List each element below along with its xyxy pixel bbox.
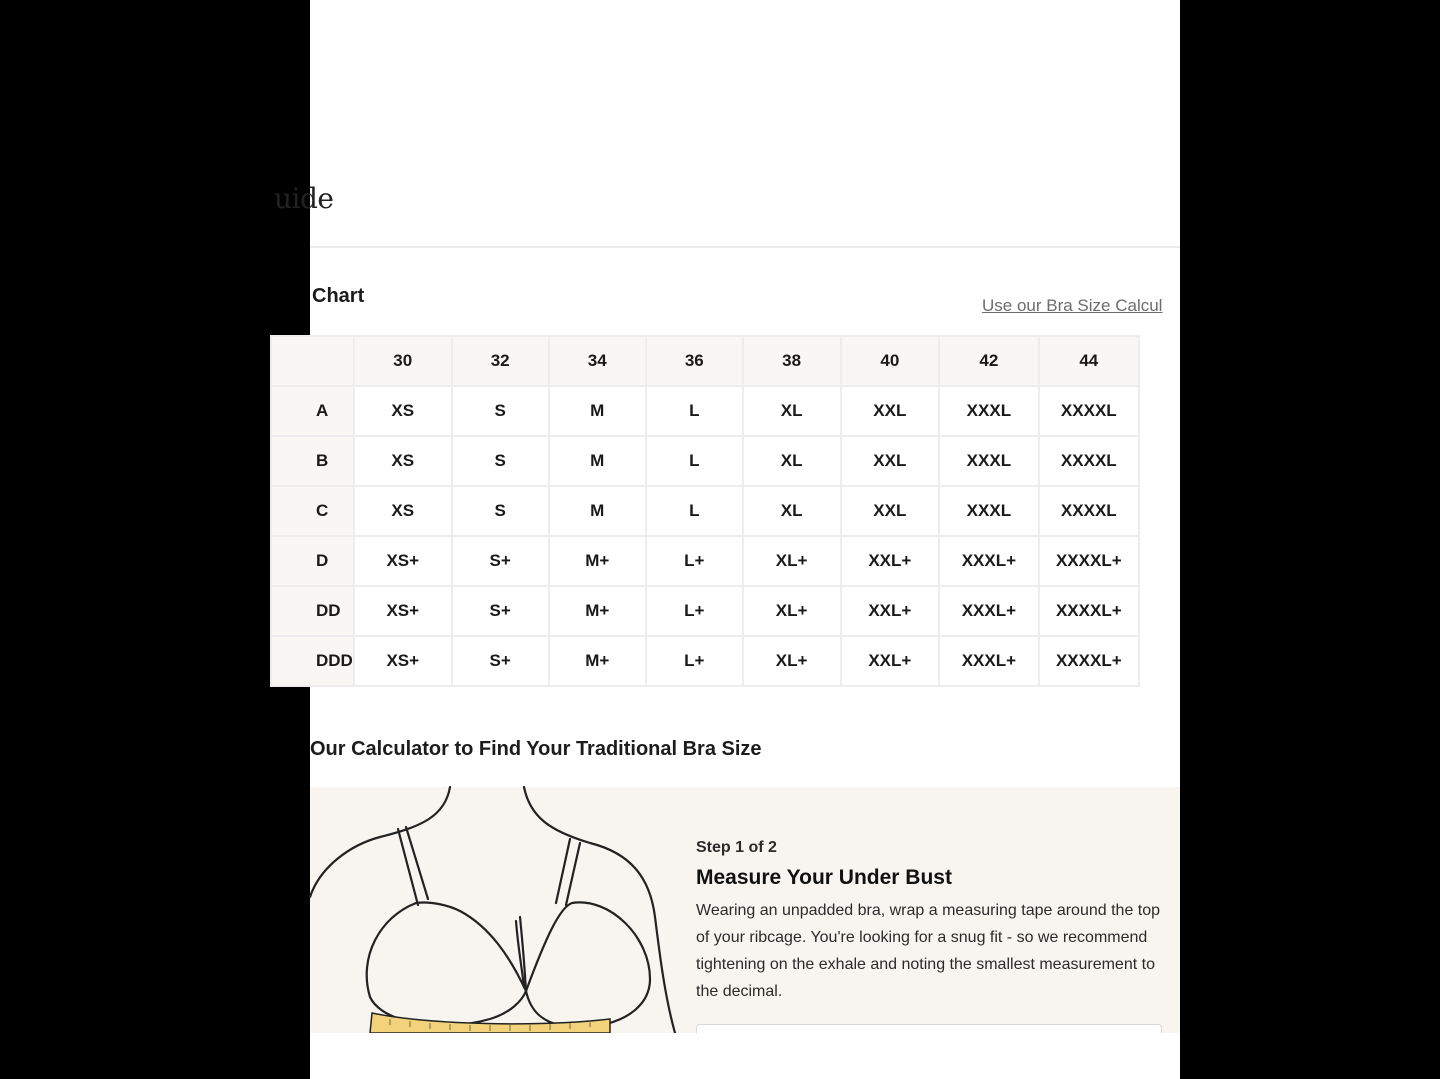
size-cell: XXXL+ [939,536,1038,586]
band-header: 32 [452,336,549,386]
size-cell: XXXL [939,486,1038,536]
size-cell: M+ [549,636,646,686]
size-cell: XXL+ [841,586,940,636]
size-cell: XXXXL+ [1039,586,1139,636]
size-cell: XXXL+ [939,586,1038,636]
size-cell: XXXXL+ [1039,636,1139,686]
size-cell: M [549,386,646,436]
size-cell: XXL+ [841,636,940,686]
title-divider [310,246,1180,248]
size-cell: XXXXL [1039,436,1139,486]
calculator-heading: Our Calculator to Find Your Traditional Bra Size [310,738,762,760]
band-header-row [271,336,1139,386]
size-cell: M [549,436,646,486]
size-cell: XXXL [939,386,1038,436]
step-indicator: Step 1 of 2 [696,839,777,856]
table-row [271,386,1139,436]
table-row [271,486,1139,536]
size-cell: L+ [646,586,743,636]
size-cell: S [452,486,549,536]
size-cell: XS [354,436,452,486]
size-cell: XL+ [743,536,841,586]
size-cell: XL [743,486,841,536]
band-header: 36 [646,336,743,386]
table-row [271,536,1139,586]
cup-size-label: C [271,486,354,536]
size-cell: XS+ [354,586,452,636]
size-cell: M [549,486,646,536]
page-title: uide [274,182,334,215]
size-cell: S+ [452,586,549,636]
table-row [271,636,1139,686]
size-cell: L [646,436,743,486]
size-chart-heading: Chart [312,285,365,307]
size-cell: XS [354,486,452,536]
calculator-panel [310,787,1180,1033]
size-cell: XS [354,386,452,436]
step-title: Measure Your Under Bust [696,866,952,889]
band-header: 30 [354,336,452,386]
table-corner-cell [271,336,354,386]
table-row [271,586,1139,636]
size-cell: XL [743,436,841,486]
size-cell: XXXXL [1039,486,1139,536]
cup-size-label: A [271,386,354,436]
band-header: 34 [549,336,646,386]
cup-size-label: B [271,436,354,486]
size-cell: XL [743,386,841,436]
band-header: 40 [841,336,940,386]
step-description: Wearing an unpadded bra, wrap a measuring tape around the top of your ribcage. You're looking for a snug fit - so we recommend tightening on the exhale and noting the smallest measurement to the decimal. [696,902,1161,1000]
size-cell: XL+ [743,636,841,686]
band-header: 44 [1039,336,1139,386]
cup-size-label: DD [271,586,354,636]
table-row [271,436,1139,486]
size-cell: XS+ [354,536,452,586]
page-bottom [310,1033,1180,1079]
size-cell: XS+ [354,636,452,686]
size-chart-table [270,335,1140,687]
size-cell: L [646,486,743,536]
size-cell: S+ [452,636,549,686]
bra-size-calculator-link[interactable]: Use our Bra Size Calcul [982,296,1163,315]
size-guide-page [274,0,1180,1079]
size-cell: XXL [841,436,940,486]
band-header: 38 [743,336,841,386]
size-cell: XL+ [743,586,841,636]
size-cell: M+ [549,536,646,586]
band-header: 42 [939,336,1038,386]
size-cell: XXL [841,486,940,536]
size-cell: XXL [841,386,940,436]
size-cell: XXL+ [841,536,940,586]
cup-size-label: DDD [271,636,354,686]
size-cell: L+ [646,536,743,586]
size-cell: XXXXL+ [1039,536,1139,586]
size-cell: XXXL+ [939,636,1038,686]
size-cell: S [452,386,549,436]
size-cell: S+ [452,536,549,586]
cup-size-label: D [271,536,354,586]
size-cell: S [452,436,549,486]
size-cell: XXXL [939,436,1038,486]
size-cell: M+ [549,586,646,636]
size-cell: L+ [646,636,743,686]
bust-measurement-illustration [310,787,690,1033]
size-cell: XXXXL [1039,386,1139,436]
size-cell: L [646,386,743,436]
